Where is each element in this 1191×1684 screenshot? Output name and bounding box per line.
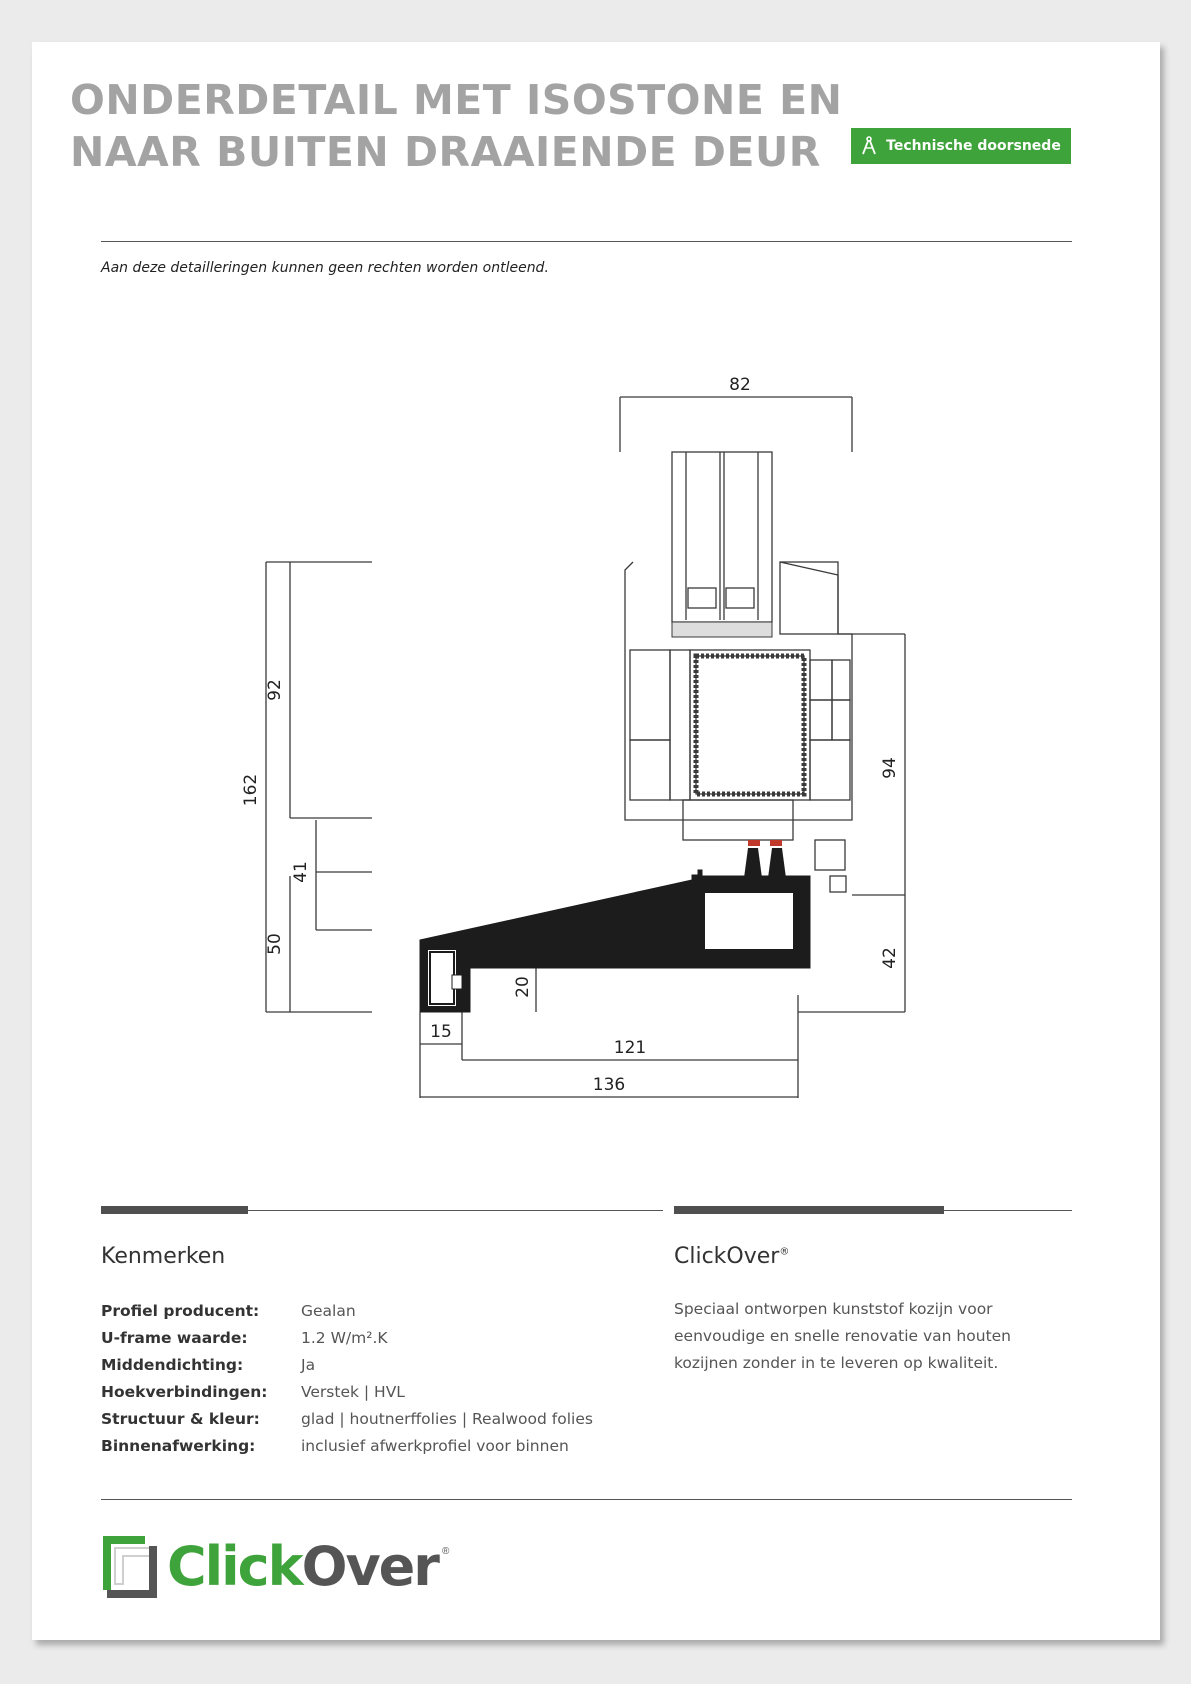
spec-row-structure: [101, 1406, 593, 1433]
spec-label: U-frame waarde:: [101, 1329, 248, 1347]
product-title-text: ClickOver: [674, 1244, 780, 1269]
dim-82: 82: [729, 375, 751, 395]
product-divider-accent: [674, 1206, 944, 1214]
spec-row-interior: [101, 1433, 593, 1460]
features-divider-accent: [101, 1206, 248, 1214]
spec-value: Gealan: [301, 1302, 356, 1320]
dim-42: 42: [880, 947, 900, 969]
spec-row-corners: [101, 1379, 593, 1406]
features-list: [101, 1298, 593, 1460]
features-title: Kenmerken: [101, 1244, 226, 1269]
spec-value: Verstek | HVL: [301, 1383, 405, 1401]
spec-row-producer: [101, 1298, 593, 1325]
logo-registered: ®: [441, 1545, 450, 1557]
dim-15: 15: [430, 1022, 452, 1042]
dim-20: 20: [513, 976, 533, 998]
spec-label: Hoekverbindingen:: [101, 1383, 268, 1401]
spec-label: Binnenafwerking:: [101, 1437, 256, 1455]
frame-logo-icon: [101, 1534, 159, 1600]
spec-row-middle-seal: [101, 1352, 593, 1379]
logo-wordmark: [167, 1537, 438, 1597]
product-registered: ®: [779, 1246, 790, 1258]
dim-94: 94: [880, 757, 900, 779]
dim-136: 136: [592, 1075, 626, 1095]
badge-label: Technische doorsnede: [886, 138, 1061, 154]
title-line-2: NAAR BUITEN DRAAIENDE DEUR: [70, 128, 821, 176]
dim-50: 50: [265, 933, 285, 955]
dim-41: 41: [291, 861, 311, 883]
title-line-1: ONDERDETAIL MET ISOSTONE EN: [70, 76, 843, 124]
logo-over: Over: [301, 1535, 438, 1598]
spec-label: Middendichting:: [101, 1356, 244, 1374]
spec-value: inclusief afwerkprofiel voor binnen: [301, 1437, 569, 1455]
dim-162: 162: [241, 773, 261, 807]
disclaimer: Aan deze detailleringen kunnen geen rechten worden ontleend.: [101, 260, 549, 276]
spec-label: Structuur & kleur:: [101, 1410, 260, 1428]
product-title: [674, 1244, 789, 1269]
dim-92: 92: [265, 679, 285, 701]
spec-value: 1.2 W/m².K: [301, 1329, 388, 1347]
logo-click: Click: [167, 1535, 302, 1598]
product-description: Speciaal ontworpen kunststof kozijn voor eenvoudige en snelle renovatie van houten kozijnen zonder in te leveren op kwaliteit.: [674, 1300, 1012, 1372]
spec-row-uframe: [101, 1325, 593, 1352]
footer-divider: [101, 1499, 1072, 1500]
spec-label: Profiel producent:: [101, 1302, 260, 1320]
spec-value: glad | houtnerffolies | Realwood folies: [301, 1410, 593, 1428]
spec-value: Ja: [301, 1356, 316, 1374]
dim-121: 121: [613, 1038, 647, 1058]
clickover-logo: [101, 1534, 449, 1600]
